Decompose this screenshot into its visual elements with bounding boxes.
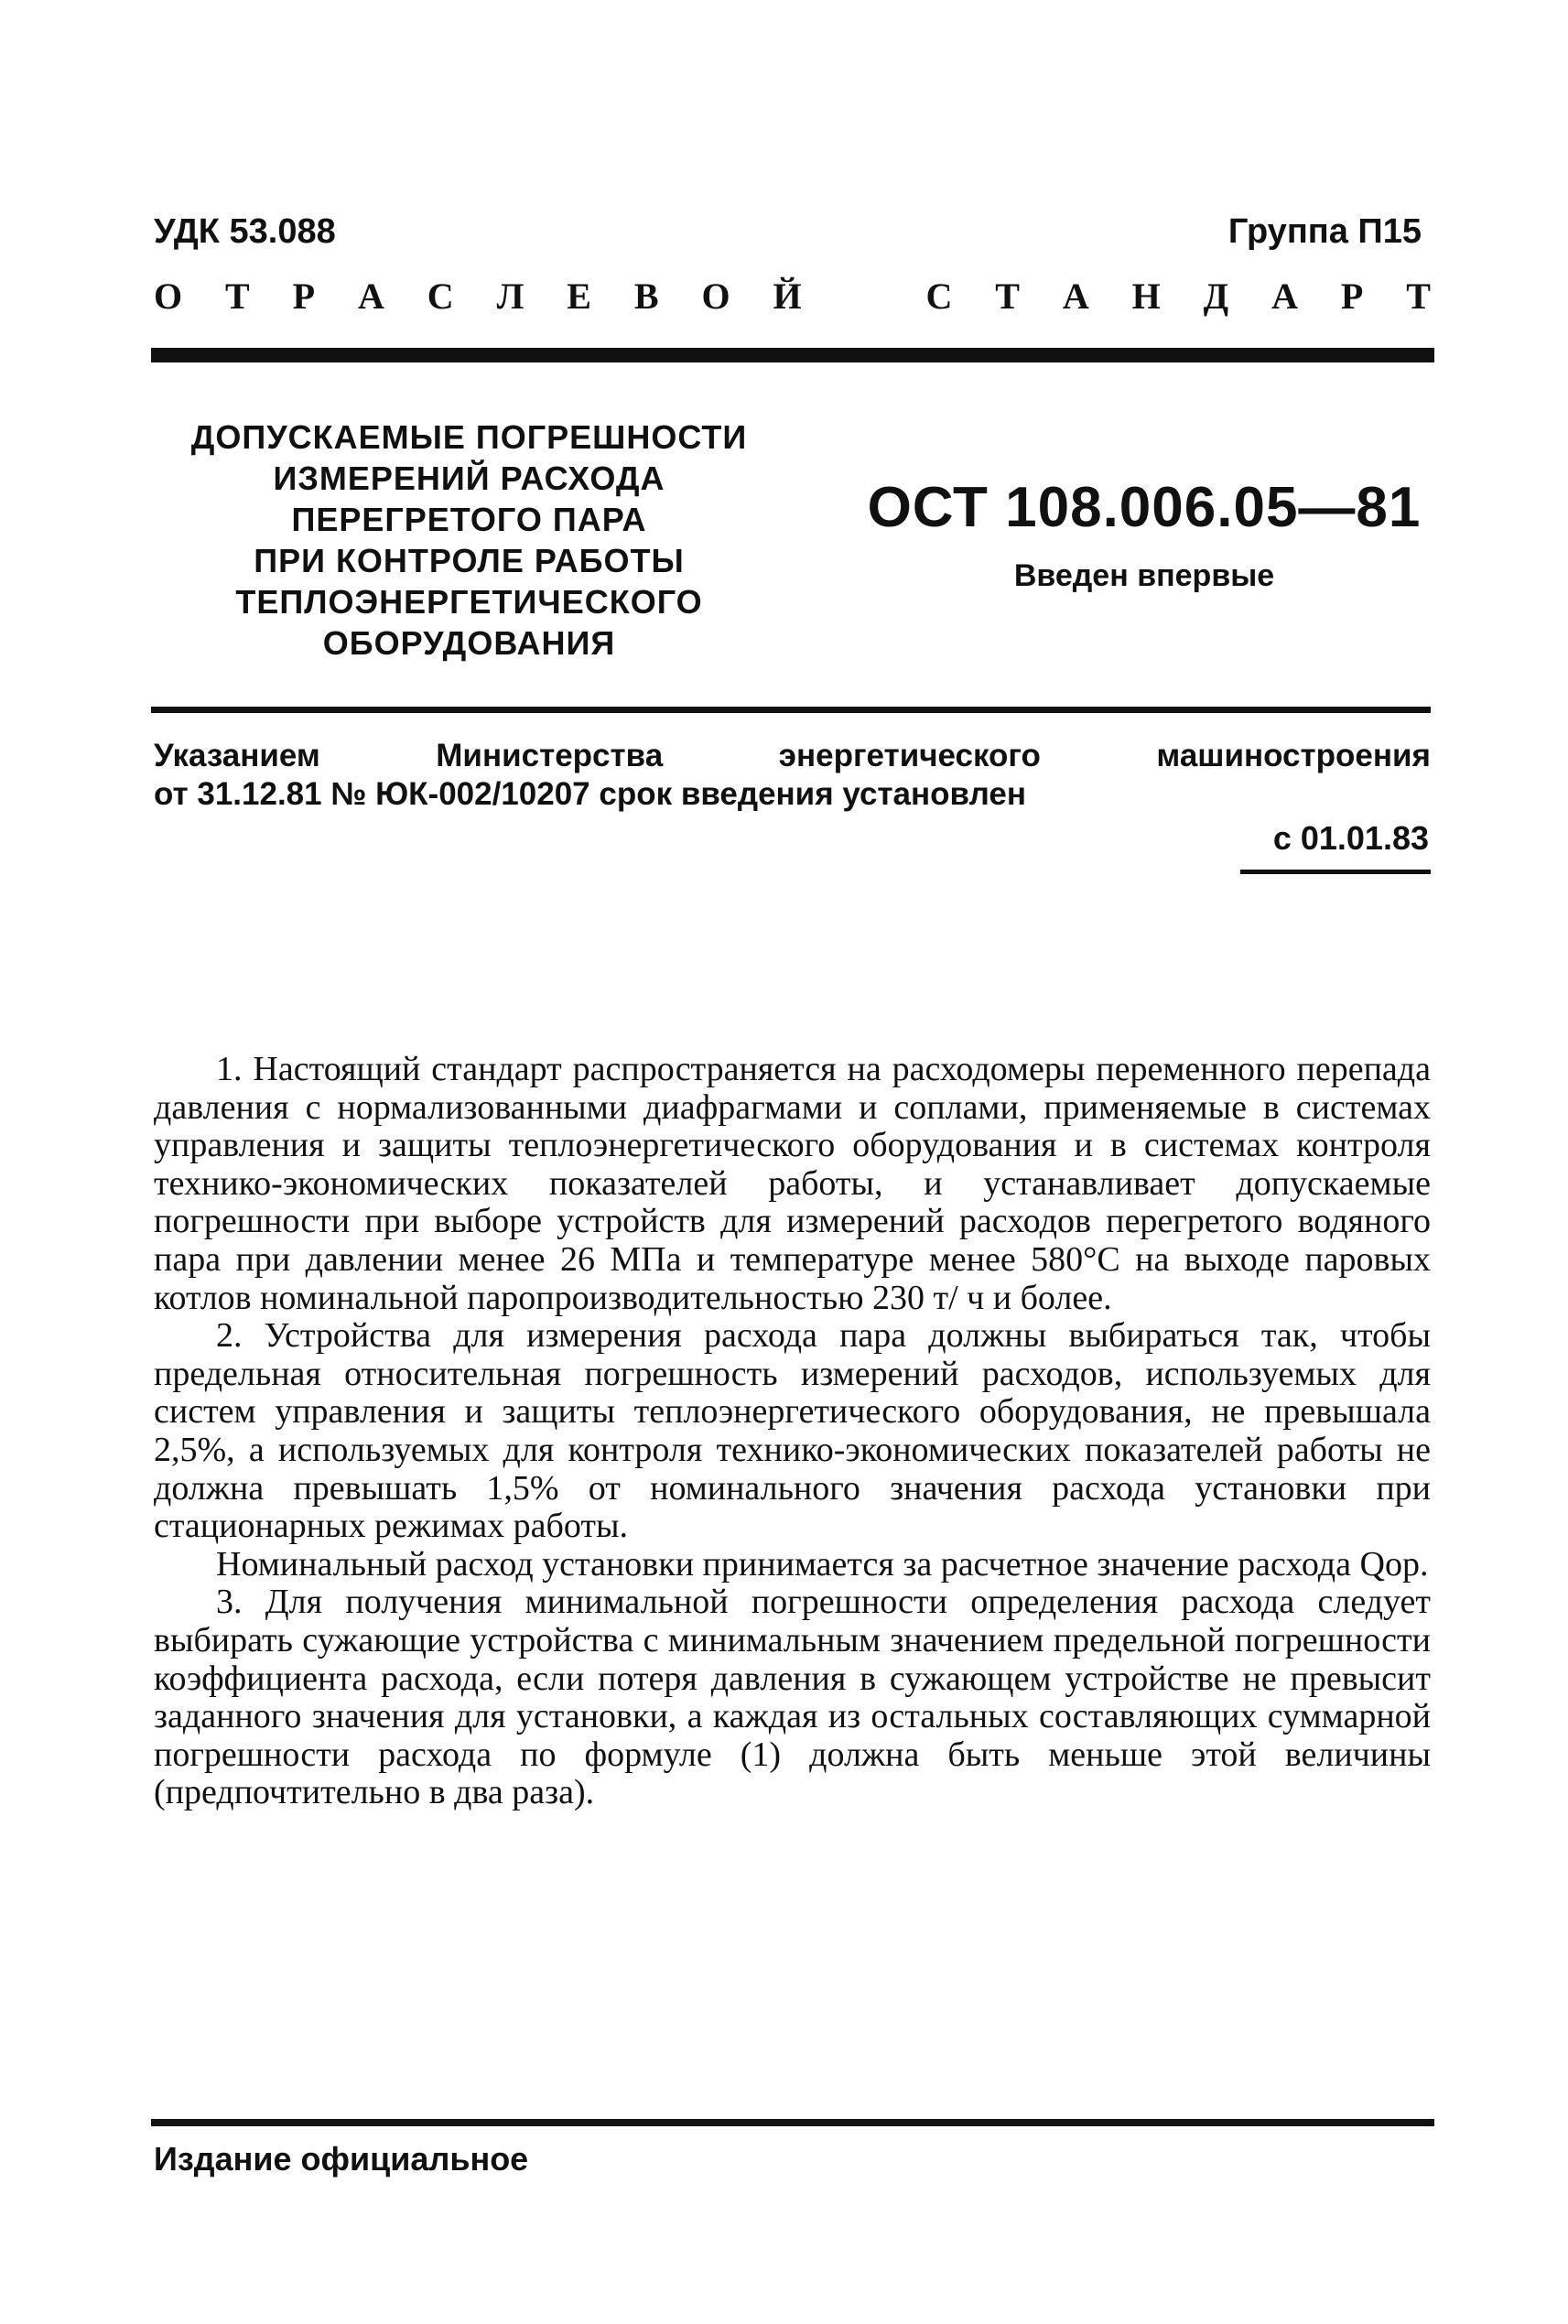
decree-line [154, 737, 1431, 775]
standard-code: ОСТ 108.006.05—81 [867, 476, 1422, 539]
body-text [154, 1051, 1431, 1812]
heading-letter: С [925, 275, 953, 317]
effective-date: с 01.01.83 [1272, 819, 1429, 857]
title-line: ИЗМЕРЕНИЙ РАСХОДА [273, 459, 665, 497]
title-line: ПРИ КОНТРОЛЕ РАБОТЫ [254, 542, 685, 579]
heading-letter: Й [773, 275, 802, 317]
heading-letter: С [427, 275, 454, 317]
heading-letter: Д [1203, 275, 1229, 317]
udk-code: УДК 53.088 [154, 212, 336, 251]
decree-text [154, 737, 1431, 814]
decree-word: Указанием [154, 738, 320, 773]
paragraph: 1. Настоящий стандарт распространяется на расходомеры переменного перепада давления с нормализованными диафрагмами и соплами, применяемые в системах управления и защиты теплоэнергетического оборудования и в системах контроля технико-экономических показателей работы, и устанавливает допускаемые погрешности при выборе устройств для измерений расходов перегретого водяного пара при давлении менее 26 МПа и температуре менее 580°С на выходе паровых котлов номинальной паропроизводительностью 230 т/ ч и более. [154, 1050, 1431, 1317]
bottom-divider [151, 2119, 1434, 2126]
title-line: ПЕРЕГРЕТОГО ПАРА [291, 501, 647, 538]
paragraph: Номинальный расход установки принимается за расчетное значение расхода Qор. [216, 1544, 1429, 1584]
title-line: ДОПУСКАЕМЫЕ ПОГРЕШНОСТИ [190, 418, 748, 456]
standard-code-block [842, 476, 1446, 594]
heading-letter: Т [225, 275, 250, 317]
heading-letter: Л [496, 275, 524, 317]
paragraph: 3. Для получения минимальной погрешности определения расхода следует выбирать сужающие устройства с минимальным значением предельной погрешности коэффициента расхода, если потеря давления в сужающем устройстве не превысит заданного значения для установки, а каждая из остальных составляющих суммарной погрешности расхода по формуле (1) должна быть меньше этой величины (предпочтительно в два раза). [154, 1583, 1431, 1812]
heading-letter: А [357, 275, 384, 317]
heading-letter: А [1062, 275, 1089, 317]
introduced-note: Введен впервые [1013, 558, 1275, 593]
paragraph: 2. Устройства для измерения расхода пара должны выбираться так, чтобы предельная относительная погрешность измерений расходов, используемых для систем управления и защиты теплоэнергетического оборудования, не превышала 2,5%, а используемых для контроля технико-экономических показателей работы не должна превышать 1,5% от номинального значения расхода установки при стационарных режимах работы. [154, 1316, 1431, 1546]
heading-letter: А [1271, 275, 1298, 317]
heading-letter: Р [292, 275, 316, 317]
standard-type-heading [154, 273, 1431, 319]
heading-letter: Т [1406, 275, 1431, 317]
heading-letter: В [633, 275, 659, 317]
title-line: ТЕПЛОЭНЕРГЕТИЧЕСКОГО [235, 583, 703, 621]
decree-word: Министерства [436, 738, 664, 773]
official-edition-note: Издание официальное [154, 2140, 529, 2178]
title-line: ОБОРУДОВАНИЯ [322, 624, 616, 662]
decree-word: машиностроения [1156, 738, 1431, 773]
heading-letter: Е [567, 275, 591, 317]
decree-word: энергетического [778, 738, 1041, 773]
heading-letter: Н [1131, 275, 1161, 317]
document-title [156, 416, 783, 664]
group-code: Группа П15 [1227, 212, 1422, 251]
middle-divider [151, 707, 1431, 713]
heading-letter: Р [1340, 275, 1364, 317]
date-underline [1240, 870, 1431, 874]
heading-letter: О [154, 275, 183, 317]
heading-letter: О [701, 275, 730, 317]
decree-line: от 31.12.81 № ЮК-002/10207 срок введения установлен [154, 776, 1026, 812]
heading-letter: Т [995, 275, 1020, 317]
top-divider [151, 348, 1434, 362]
